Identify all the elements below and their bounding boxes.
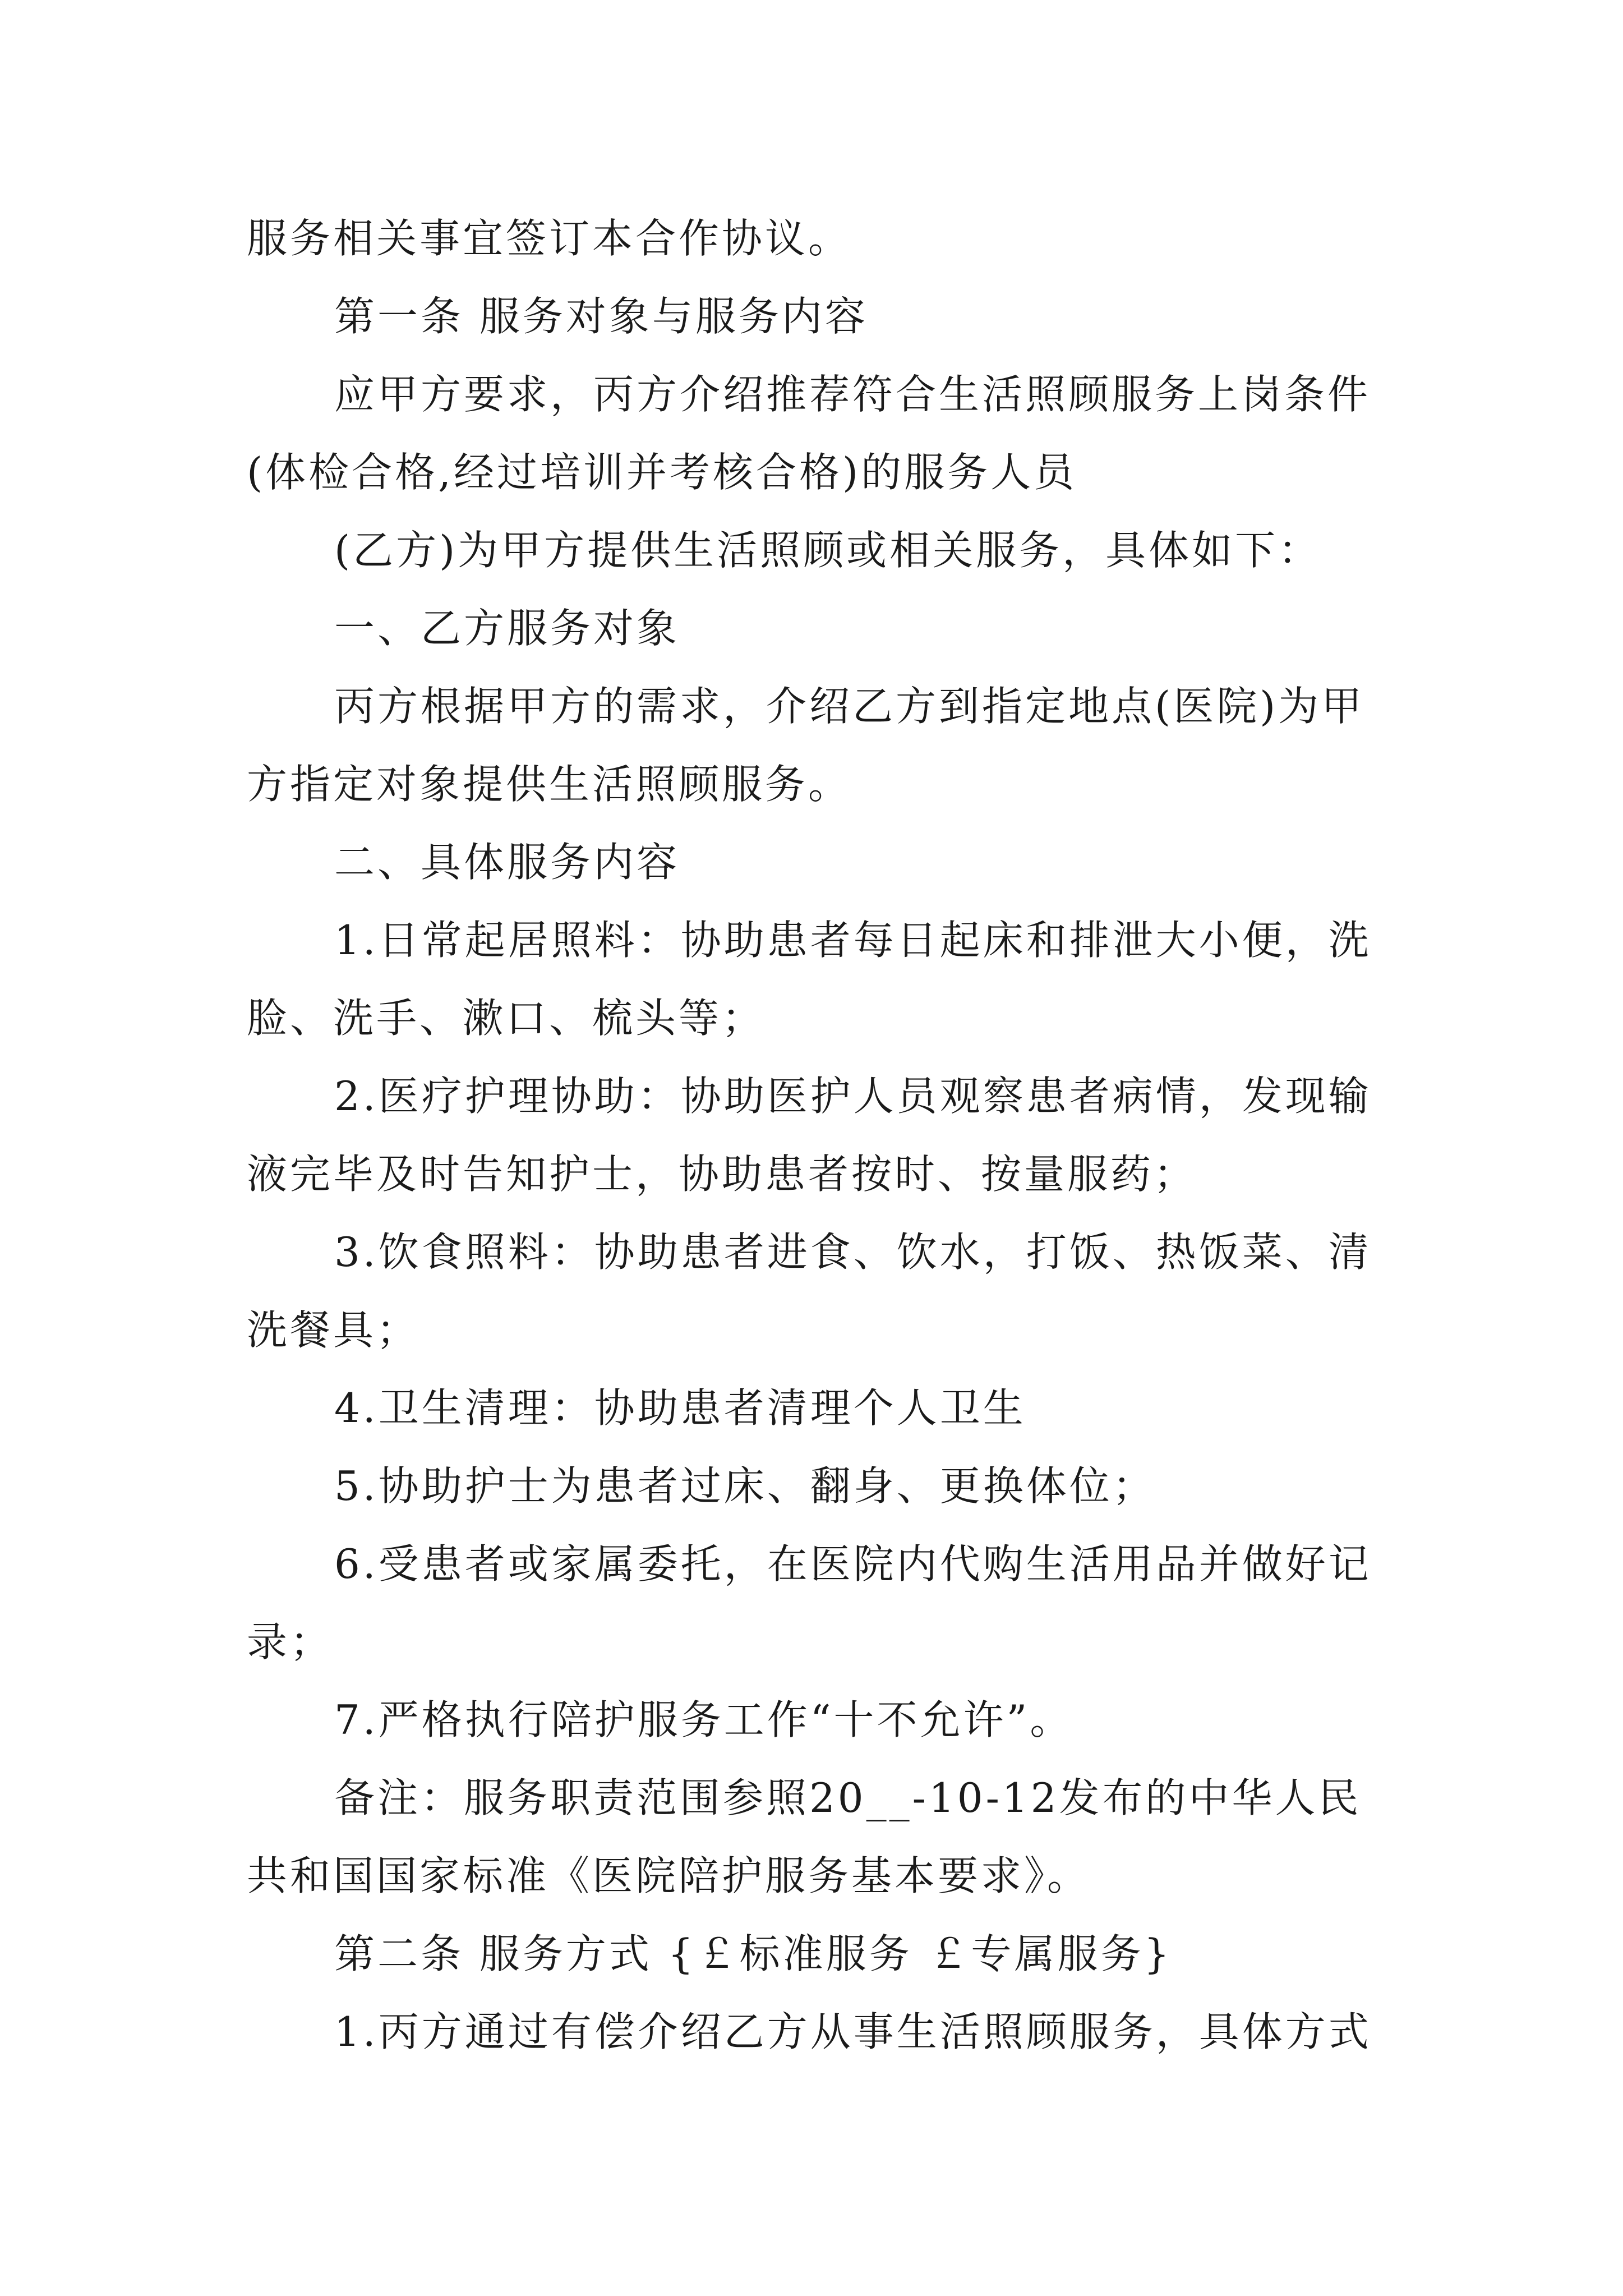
list-item-6: 6.受患者或家属委托，在医院内代购生活用品并做好记录； <box>247 1540 1372 1665</box>
paragraph-service-provision: (乙方)为甲方提供生活照顾或相关服务，具体如下： <box>334 527 1322 574</box>
section-2-heading: 二、具体服务内容 <box>334 839 680 886</box>
article-2-item-1: 1.丙方通过有偿介绍乙方从事生活照顾服务，具体方式 <box>334 2008 1372 2055</box>
list-item-2: 2.医疗护理协助：协助医护人员观察患者病情，发现输液完毕及时告知护士，协助患者按时、按量服药； <box>247 1073 1372 1198</box>
paragraph-service-personnel: 应甲方要求，丙方介绍推荐符合生活照顾服务上岗条件(体检合格,经过培训并考核合格)的服务人员 <box>247 371 1371 496</box>
section-1-heading: 一、乙方服务对象 <box>334 605 680 652</box>
paragraph-intro-continuation: 服务相关事宜签订本合作协议。 <box>247 215 852 262</box>
list-item-4: 4.卫生清理：协助患者清理个人卫生 <box>334 1384 1026 1432</box>
list-item-5: 5.协助护士为患者过床、翻身、更换体位； <box>334 1462 1156 1510</box>
paragraph-service-location: 丙方根据甲方的需求，介绍乙方到指定地点(医院)为甲方指定对象提供生活照顾服务。 <box>247 683 1365 808</box>
document-body <box>247 200 1385 2071</box>
list-item-3: 3.饮食照料：协助患者进食、饮水，打饭、热饭菜、清洗餐具； <box>247 1228 1372 1354</box>
list-item-7: 7.严格执行陪护服务工作“十不允许”。 <box>334 1696 1073 1743</box>
article-2-heading: 第二条 服务方式 {￡标准服务 ￡专属服务} <box>334 1930 1173 1977</box>
article-1-heading: 第一条 服务对象与服务内容 <box>334 293 868 340</box>
note-paragraph: 备注：服务职责范围参照20__-10-12发布的中华人民共和国国家标准《医院陪护服务基本要求》。 <box>247 1774 1362 1899</box>
list-item-1: 1.日常起居照料：协助患者每日起床和排泄大小便，洗脸、洗手、漱口、梳头等； <box>247 917 1372 1042</box>
